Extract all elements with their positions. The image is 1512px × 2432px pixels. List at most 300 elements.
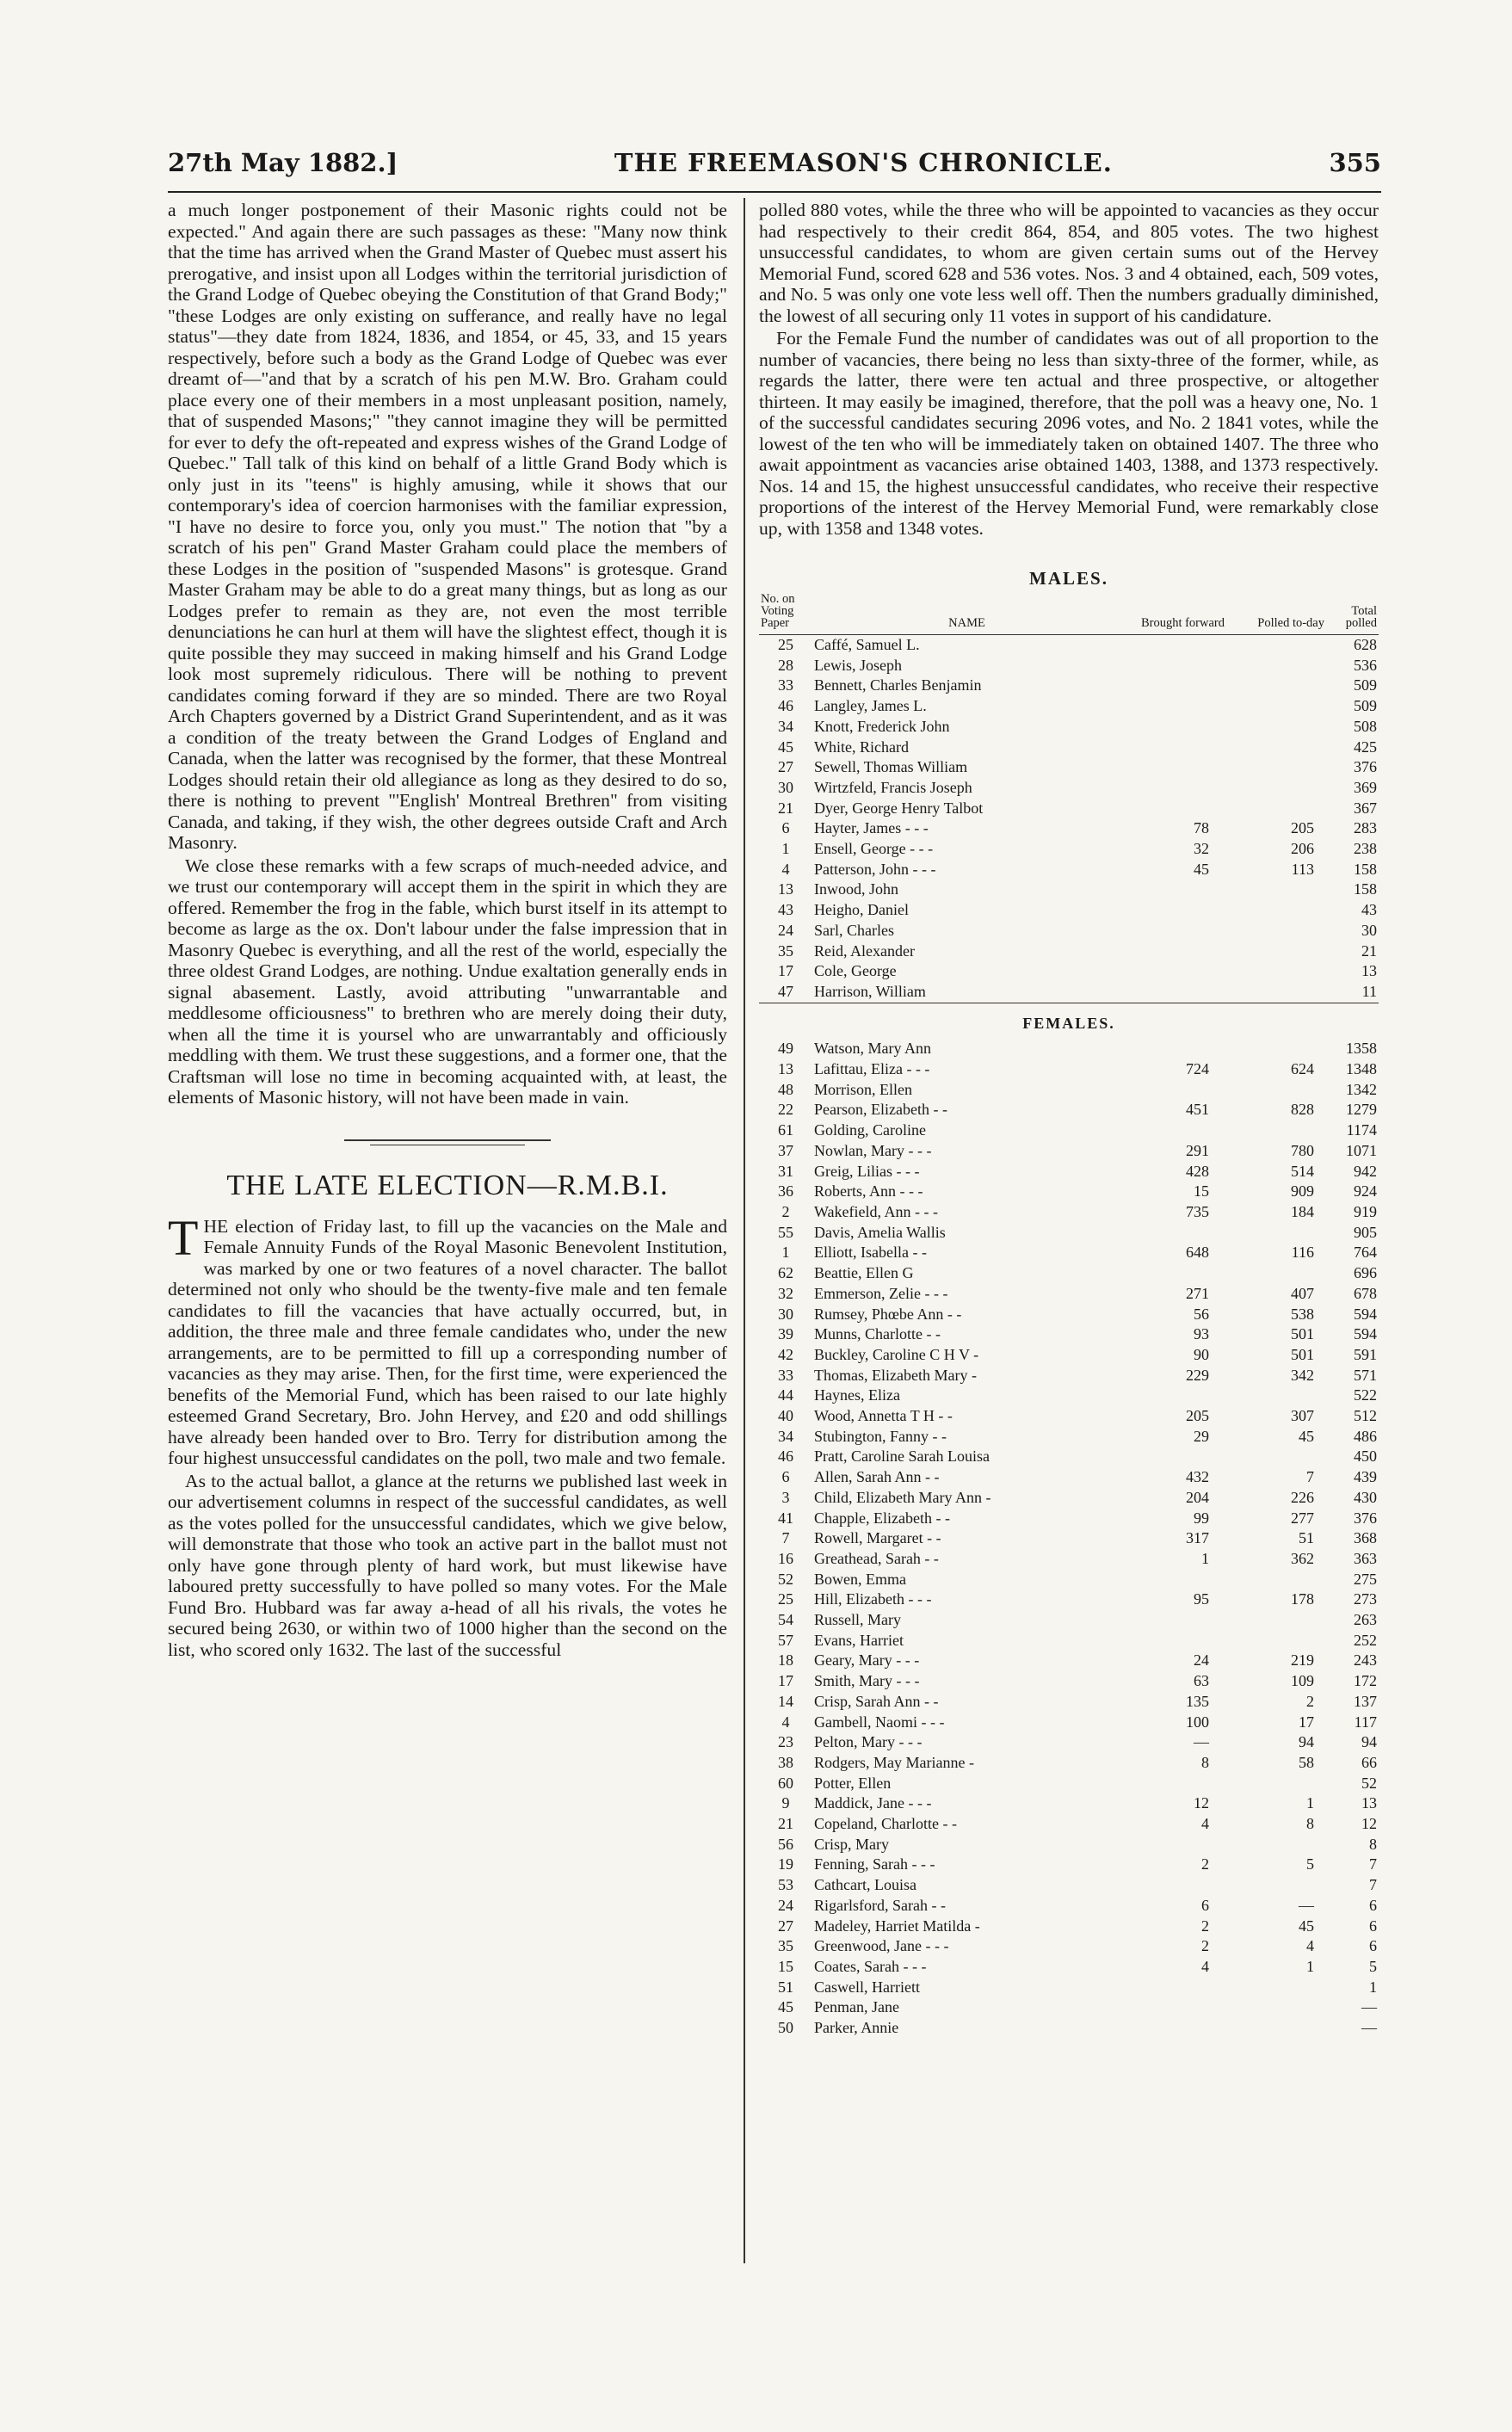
cell-polled	[1226, 1997, 1326, 2018]
cell-total: 1358	[1346, 1040, 1377, 1058]
table-row	[759, 1896, 1379, 1917]
cell-brought	[1121, 656, 1226, 676]
table-row	[759, 818, 1379, 839]
females-title-row	[759, 1003, 1379, 1039]
cell-total: 522	[1354, 1386, 1377, 1404]
cell-no: 39	[778, 1325, 793, 1343]
cell-brought: 4	[1201, 1958, 1209, 1975]
cell-brought	[1121, 1386, 1226, 1406]
cell-polled: 8	[1306, 1815, 1314, 1833]
table-row	[759, 1162, 1379, 1182]
header-polled: Polled to-day	[1226, 593, 1326, 635]
table-row	[759, 799, 1379, 819]
poll-table-header	[759, 593, 1379, 635]
section-separator	[168, 1139, 727, 1145]
table-row	[759, 1202, 1379, 1223]
cell-name: Elliott, Isabella - -	[814, 1244, 927, 1262]
cell-name: Buckley, Caroline C H V -	[814, 1345, 979, 1363]
cell-polled	[1226, 676, 1326, 696]
cell-total: 30	[1361, 921, 1377, 939]
cell-brought	[1121, 1610, 1226, 1631]
cell-name: Wakefield, Ann - - -	[814, 1202, 938, 1220]
females-section	[759, 1003, 1379, 1039]
cell-no: 9	[781, 1794, 790, 1812]
cell-total: 158	[1354, 860, 1377, 878]
cell-total: 764	[1354, 1244, 1377, 1262]
table-row	[759, 1875, 1379, 1896]
cell-brought: 99	[1194, 1509, 1209, 1527]
table-row	[759, 1793, 1379, 1814]
table-row	[759, 1713, 1379, 1733]
cell-name: Copeland, Charlotte - -	[814, 1815, 957, 1833]
cell-polled: 51	[1299, 1529, 1314, 1547]
cell-brought: 724	[1186, 1060, 1209, 1078]
cell-brought	[1121, 961, 1226, 982]
table-row	[759, 1509, 1379, 1529]
header-no: No. on Voting Paper	[759, 593, 812, 635]
cell-no: 13	[778, 880, 793, 898]
table-row	[759, 1570, 1379, 1590]
cell-name: Beattie, Ellen G	[814, 1264, 914, 1282]
cell-polled: 7	[1306, 1468, 1314, 1486]
cell-brought: 15	[1194, 1182, 1209, 1201]
cell-brought: 29	[1194, 1427, 1209, 1445]
table-row	[759, 676, 1379, 696]
cell-name: Coates, Sarah - - -	[814, 1958, 927, 1975]
table-row	[759, 1243, 1379, 1263]
cell-brought: 63	[1194, 1672, 1209, 1690]
cell-total: 439	[1354, 1468, 1377, 1486]
cell-total: 273	[1354, 1590, 1377, 1608]
election-text: HE election of Friday last, to fill up the vacancies on the Male and Female Annuity Funds of the Royal Masonic Benevolent Institution, was marked by one or two features of a novel character. The ballot determined not only who should be the twenty-five male and ten female candidates to fill the vacancies that have actually occurred, but, in addition, the three male and three female candidates who, under the new arrangements, are to be permitted to fill up a corresponding number of vacancies as they may arise. Then, for the first time, were experienced the benefits of the Memorial Fund, which has been raised to our late highly esteemed Grand Secretary, Bro. John Hervey, and £20 and odd shillings have already been handed over to Bro. Terry for distribution among the four highest unsuccessful candidates on the poll, two male and two female.	[168, 1215, 727, 1468]
cell-no: 27	[778, 758, 793, 776]
cell-name: Greenwood, Jane - - -	[814, 1937, 949, 1955]
table-row	[759, 1406, 1379, 1427]
females-title: FEMALES.	[1022, 1014, 1115, 1032]
cell-polled	[1226, 738, 1326, 758]
cell-total: 678	[1354, 1284, 1377, 1302]
cell-polled: 1	[1306, 1794, 1314, 1812]
cell-no: 41	[778, 1509, 793, 1527]
cell-brought	[1121, 757, 1226, 778]
cell-total: 13	[1361, 962, 1377, 980]
cell-no: 27	[778, 1917, 793, 1935]
cell-polled: 205	[1291, 819, 1314, 837]
cell-brought: 271	[1186, 1284, 1209, 1302]
cell-name: Child, Elizabeth Mary Ann -	[814, 1488, 991, 1506]
cell-polled	[1226, 778, 1326, 799]
cell-polled: 342	[1291, 1366, 1314, 1384]
cell-no: 14	[778, 1692, 793, 1710]
cell-brought	[1121, 1774, 1226, 1794]
cell-total: 905	[1354, 1223, 1377, 1241]
cell-name: Geary, Mary - - -	[814, 1651, 920, 1670]
masthead	[168, 148, 1381, 188]
cell-brought	[1121, 1447, 1226, 1467]
cell-brought: 12	[1194, 1794, 1209, 1812]
cell-polled	[1226, 1223, 1326, 1244]
cell-brought: 2	[1201, 1855, 1209, 1873]
cell-brought: 90	[1194, 1345, 1209, 1363]
cell-polled: 501	[1291, 1345, 1314, 1363]
cell-no: 46	[778, 1447, 793, 1466]
cell-polled	[1226, 1080, 1326, 1101]
table-row	[759, 1732, 1379, 1753]
cell-total: 363	[1354, 1549, 1377, 1567]
cell-polled	[1226, 961, 1326, 982]
cell-name: Madeley, Harriet Matilda -	[814, 1917, 980, 1935]
cell-name: Lafittau, Eliza - - -	[814, 1060, 930, 1078]
cell-total: 172	[1354, 1672, 1377, 1690]
cell-total: 13	[1361, 1794, 1377, 1812]
cell-name: Davis, Amelia Wallis	[814, 1223, 946, 1241]
table-row	[759, 1223, 1379, 1244]
election-paragraph: As to the actual ballot, a glance at the returns we published last week in our advertisement columns in respect of the successful candidates, as well as the votes polled for the unsuccessful candidates, which we give below, will demonstrate that those who took an active part in the ballot must not only have gone through plenty of hard work, but must likewise have laboured pretty successfully to have polled so many votes. For the Male Fund Bro. Hubbard was far away a-head of all his rivals, the votes he secured being 2630, or within two of 1000 higher than the second on the list, who scored only 1632. The last of the successful	[168, 1470, 727, 1660]
cell-brought	[1121, 676, 1226, 696]
cell-no: 46	[778, 697, 793, 715]
page-number: 355	[1329, 148, 1381, 177]
cell-total: 283	[1354, 819, 1377, 837]
table-row	[759, 1651, 1379, 1671]
cell-brought	[1121, 696, 1226, 717]
table-row	[759, 961, 1379, 982]
table-row	[759, 1263, 1379, 1284]
cell-no: 51	[778, 1978, 793, 1996]
cell-brought: 648	[1186, 1244, 1209, 1262]
cell-polled	[1226, 1978, 1326, 1998]
cell-polled: 17	[1299, 1713, 1314, 1731]
cell-total: 924	[1354, 1182, 1377, 1201]
cell-polled: 307	[1291, 1407, 1314, 1425]
table-row	[759, 1345, 1379, 1366]
cell-name: Golding, Caroline	[814, 1121, 926, 1139]
cell-brought: 4	[1201, 1815, 1209, 1833]
column-divider	[744, 198, 745, 2263]
cell-polled: 780	[1291, 1141, 1314, 1159]
header-rule	[168, 191, 1381, 193]
table-row	[759, 778, 1379, 799]
cell-polled: 1	[1306, 1958, 1314, 1975]
cell-polled	[1226, 1039, 1326, 1059]
cell-total: 12	[1361, 1815, 1377, 1833]
table-row	[759, 1305, 1379, 1325]
cell-name: Pratt, Caroline Sarah Louisa	[814, 1447, 990, 1466]
cell-no: 48	[778, 1080, 793, 1098]
cell-polled: 109	[1291, 1672, 1314, 1690]
cell-total: 158	[1354, 880, 1377, 898]
cell-total: 376	[1354, 758, 1377, 776]
cell-brought: 45	[1194, 860, 1209, 878]
cell-no: 55	[778, 1223, 793, 1241]
table-row	[759, 1692, 1379, 1713]
cell-brought: 135	[1186, 1692, 1209, 1710]
cell-name: Ensell, George - - -	[814, 840, 934, 858]
cell-polled: 45	[1299, 1427, 1314, 1445]
cell-polled: 2	[1306, 1692, 1314, 1710]
cell-no: 25	[778, 1590, 793, 1608]
cell-brought: 735	[1186, 1202, 1209, 1220]
cell-brought	[1121, 635, 1226, 656]
table-row	[759, 1059, 1379, 1080]
cell-name: Haynes, Eliza	[814, 1386, 900, 1404]
cell-no: 17	[778, 1672, 793, 1690]
table-row	[759, 1100, 1379, 1120]
cell-no: 34	[778, 717, 793, 735]
cell-total: 137	[1354, 1692, 1377, 1710]
cell-brought	[1121, 1835, 1226, 1855]
cell-no: 57	[778, 1631, 793, 1649]
cell-total: 11	[1361, 982, 1377, 1000]
table-row	[759, 1774, 1379, 1794]
cell-name: Heigho, Daniel	[814, 901, 909, 919]
cell-brought	[1121, 900, 1226, 921]
cell-name: Potter, Ellen	[814, 1774, 892, 1792]
cell-no: 50	[778, 2019, 793, 2037]
cell-name: Rigarlsford, Sarah - -	[814, 1896, 946, 1914]
cell-name: Dyer, George Henry Talbot	[814, 799, 984, 817]
table-row	[759, 1488, 1379, 1509]
cell-brought: 229	[1186, 1366, 1209, 1384]
cell-brought	[1121, 982, 1226, 1003]
cell-name: Russell, Mary	[814, 1611, 901, 1629]
cell-polled	[1226, 1610, 1326, 1631]
poll-table	[759, 593, 1379, 2039]
cell-polled	[1226, 880, 1326, 900]
cell-no: 28	[778, 656, 793, 674]
table-row	[759, 1324, 1379, 1345]
cell-total: 117	[1354, 1713, 1377, 1731]
cell-name: Knott, Frederick John	[814, 717, 950, 735]
table-row	[759, 880, 1379, 900]
cell-brought: —	[1194, 1733, 1209, 1751]
cell-name: Hill, Elizabeth - - -	[814, 1590, 932, 1608]
cell-polled: 362	[1291, 1549, 1314, 1567]
males-rows	[759, 635, 1379, 1003]
cell-no: 6	[781, 1468, 790, 1486]
table-row	[759, 1631, 1379, 1651]
cell-name: Bowen, Emma	[814, 1570, 906, 1588]
table-row	[759, 2018, 1379, 2039]
cell-name: Stubington, Fanny - -	[814, 1427, 947, 1445]
cell-name: Pelton, Mary - - -	[814, 1733, 923, 1751]
cell-polled: 407	[1291, 1284, 1314, 1302]
cell-total: 425	[1354, 738, 1377, 756]
cell-total: 919	[1354, 1202, 1377, 1220]
cell-no: 45	[778, 1998, 793, 2016]
cell-total: 369	[1354, 778, 1377, 796]
cell-no: 7	[781, 1529, 790, 1547]
table-row	[759, 1814, 1379, 1835]
cell-total: 7	[1369, 1855, 1377, 1873]
cell-total: 594	[1354, 1325, 1377, 1343]
males-title: MALES.	[1029, 568, 1108, 589]
cell-total: 450	[1354, 1447, 1377, 1466]
cell-name: Morrison, Ellen	[814, 1080, 912, 1098]
cell-name: Watson, Mary Ann	[814, 1040, 932, 1058]
table-row	[759, 839, 1379, 860]
cell-polled: 219	[1291, 1651, 1314, 1670]
table-row	[759, 1917, 1379, 1937]
cell-name: Parker, Annie	[814, 2019, 899, 2037]
cell-polled	[1226, 799, 1326, 819]
cell-no: 54	[778, 1611, 793, 1629]
cell-name: Wirtzfeld, Francis Joseph	[814, 778, 972, 796]
table-row	[759, 1528, 1379, 1549]
cell-no: 31	[778, 1162, 793, 1180]
cell-brought: 78	[1194, 819, 1209, 837]
cell-name: Roberts, Ann - - -	[814, 1182, 923, 1201]
cell-brought	[1121, 1263, 1226, 1284]
section-heading: THE LATE ELECTION—R.M.B.I.	[226, 1169, 669, 1201]
election-paragraph	[168, 1209, 727, 1469]
cell-polled: 4	[1306, 1937, 1314, 1955]
table-row	[759, 757, 1379, 778]
cell-no: 43	[778, 901, 793, 919]
cell-name: Maddick, Jane - - -	[814, 1794, 932, 1812]
cell-brought	[1121, 1875, 1226, 1896]
cell-total: 66	[1361, 1753, 1377, 1771]
header-brought: Brought forward	[1121, 593, 1226, 635]
cell-name: Emmerson, Zelie - - -	[814, 1284, 948, 1302]
cell-no: 1	[781, 840, 790, 858]
cell-total: 368	[1354, 1529, 1377, 1547]
cell-no: 19	[778, 1855, 793, 1873]
cell-brought	[1121, 1631, 1226, 1651]
cell-total: 594	[1354, 1305, 1377, 1323]
cell-name: Munns, Charlotte - -	[814, 1325, 941, 1343]
cell-no: 4	[781, 1713, 790, 1731]
cell-no: 37	[778, 1141, 793, 1159]
cell-polled	[1226, 941, 1326, 962]
cell-no: 1	[781, 1244, 790, 1262]
cell-total: 43	[1361, 901, 1377, 919]
cell-no: 13	[778, 1060, 793, 1078]
cell-brought: 95	[1194, 1590, 1209, 1608]
cell-total: —	[1361, 1998, 1377, 2016]
cell-polled	[1226, 1774, 1326, 1794]
cell-name: Nowlan, Mary - - -	[814, 1141, 932, 1159]
cell-polled: 206	[1291, 840, 1314, 858]
table-row	[759, 1141, 1379, 1162]
cell-brought	[1121, 1080, 1226, 1101]
publication-title: THE FREEMASON'S CHRONICLE.	[614, 148, 1113, 177]
cell-total: 52	[1361, 1774, 1377, 1792]
table-row	[759, 1386, 1379, 1406]
cell-polled	[1226, 1570, 1326, 1590]
cell-brought: 32	[1194, 840, 1209, 858]
cell-total: 5	[1369, 1958, 1377, 1975]
cell-name: Pearson, Elizabeth - -	[814, 1101, 947, 1119]
table-row	[759, 1589, 1379, 1610]
cell-polled: 116	[1291, 1244, 1314, 1262]
cell-name: Lewis, Joseph	[814, 656, 902, 674]
cell-no: 24	[778, 1896, 793, 1914]
cell-total: 6	[1369, 1896, 1377, 1914]
cell-no: 45	[778, 738, 793, 756]
cell-no: 38	[778, 1753, 793, 1771]
table-row	[759, 717, 1379, 738]
cell-polled	[1226, 717, 1326, 738]
cell-polled	[1226, 635, 1326, 656]
cell-no: 60	[778, 1774, 793, 1792]
table-row	[759, 1427, 1379, 1447]
cell-brought: 205	[1186, 1407, 1209, 1425]
cell-no: 22	[778, 1101, 793, 1119]
cell-no: 2	[781, 1202, 790, 1220]
issue-date: 27th May 1882.]	[168, 148, 398, 177]
header-total: Total polled	[1326, 593, 1379, 635]
cell-total: 1	[1369, 1978, 1377, 1996]
cell-brought	[1121, 799, 1226, 819]
cell-polled: 58	[1299, 1753, 1314, 1771]
cell-polled	[1226, 1835, 1326, 1855]
cell-name: Harrison, William	[814, 982, 926, 1000]
table-row	[759, 860, 1379, 880]
article-paragraph: For the Female Fund the number of candidates was out of all proportion to the number of vacancies, there being no less than sixty-three of the former, while, as regards the latter, there were ten actual and three prospective, or altogether thirteen. It may easily be imagined, therefore, that the poll was a heavy one, No. 1 of the successful candidates securing 2096 votes, and No. 2 1841 votes, while the lowest of the ten who will be immediately taken on obtained 1407. The three who await appointment as vacancies arise obtained 1403, 1388, and 1373 respectively. Nos. 14 and 15, the highest unsuccessful candidates, who receive their respective proportions of the interest of the Hervey Memorial Fund, were remarkably close up, with 1358 and 1348 votes.	[759, 328, 1379, 539]
cell-brought: 6	[1201, 1896, 1209, 1914]
table-row	[759, 656, 1379, 676]
table-row	[759, 921, 1379, 941]
cell-total: 628	[1354, 636, 1377, 653]
cell-total: 430	[1354, 1488, 1377, 1506]
table-row	[759, 900, 1379, 921]
cell-total: 21	[1361, 941, 1377, 960]
cell-polled: 909	[1291, 1182, 1314, 1201]
article-paragraph: polled 880 votes, while the three who will be appointed to vacancies as they occur had respectively to their credit 864, 854, and 805 votes. The two highest unsuccessful candidates, to whom are given certain sums out of the Hervey Memorial Fund, scored 628 and 536 votes. Nos. 3 and 4 obtained, each, 509 votes, and No. 5 was only one vote less well off. Then the numbers gradually diminished, the lowest of all securing only 11 votes in support of his candidature.	[759, 200, 1379, 326]
cell-name: Smith, Mary - - -	[814, 1672, 920, 1690]
cell-brought	[1121, 778, 1226, 799]
cell-no: 16	[778, 1549, 793, 1567]
cell-brought	[1121, 738, 1226, 758]
cell-total: —	[1361, 2019, 1377, 2037]
cell-total: 94	[1361, 1733, 1377, 1751]
cell-polled: 184	[1291, 1202, 1314, 1220]
cell-brought	[1121, 1997, 1226, 2018]
cell-no: 52	[778, 1570, 793, 1588]
cell-polled	[1226, 1263, 1326, 1284]
cell-name: Bennett, Charles Benjamin	[814, 676, 982, 694]
cell-name: Fenning, Sarah - - -	[814, 1855, 935, 1873]
cell-name: Gambell, Naomi - - -	[814, 1713, 945, 1731]
cell-total: 243	[1354, 1651, 1377, 1670]
cell-polled	[1226, 1875, 1326, 1896]
cell-no: 34	[778, 1427, 793, 1445]
cell-no: 36	[778, 1182, 793, 1201]
cell-total: 8	[1369, 1835, 1377, 1853]
females-rows	[759, 1039, 1379, 2038]
table-row	[759, 1855, 1379, 1875]
cell-no: 30	[778, 778, 793, 796]
cell-name: Caffé, Samuel L.	[814, 636, 920, 653]
cell-total: 376	[1354, 1509, 1377, 1527]
cell-no: 4	[781, 860, 790, 878]
cell-polled	[1226, 1120, 1326, 1141]
table-row	[759, 1120, 1379, 1141]
cell-brought: 2	[1201, 1937, 1209, 1955]
cell-no: 24	[778, 921, 793, 939]
table-row	[759, 696, 1379, 717]
cell-brought: 428	[1186, 1162, 1209, 1180]
cell-no: 30	[778, 1305, 793, 1323]
cell-polled	[1226, 656, 1326, 676]
cell-polled: 94	[1299, 1733, 1314, 1751]
cell-name: Crisp, Sarah Ann - -	[814, 1692, 939, 1710]
cell-brought	[1121, 1120, 1226, 1141]
cell-brought: 56	[1194, 1305, 1209, 1323]
cell-brought: 8	[1201, 1753, 1209, 1771]
cell-no: 3	[781, 1488, 790, 1506]
cell-brought: 100	[1186, 1713, 1209, 1731]
